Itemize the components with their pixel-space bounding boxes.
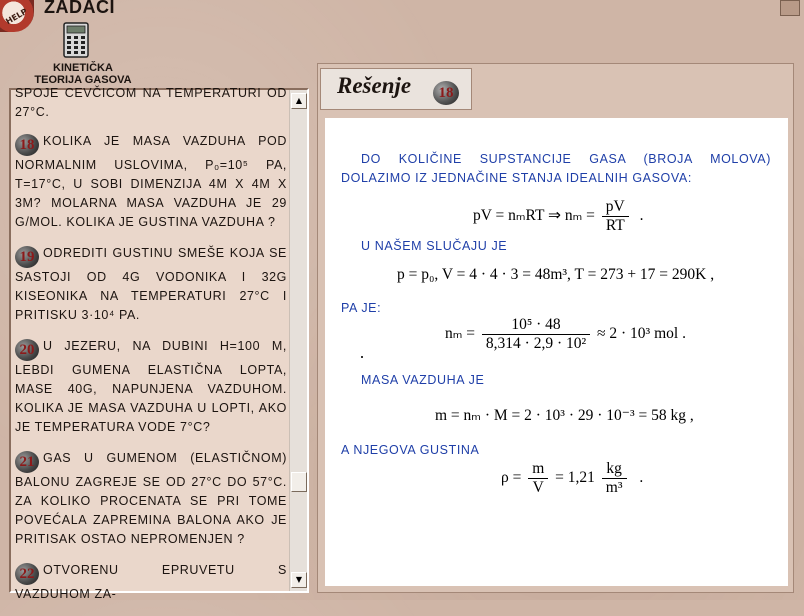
case-text: U NAŠEM SLUČAJU JE — [361, 239, 508, 253]
section-title: ZADACI — [44, 0, 115, 17]
density-text: A NJEGOVA GUSTINA — [341, 443, 480, 457]
problem-list — [15, 84, 287, 616]
intro-text: DO KOLIČINE SUPSTANCIJE GASA (BROJA MOLOVA) DOLAZIMO IZ JEDNAČINE STANJA IDEALNIH GASOVA: — [341, 152, 771, 185]
vertical-scrollbar[interactable] — [289, 90, 307, 591]
problem-item[interactable]: 20 U JEZERU, NA DUBINI H=100 M, LEBDI GUMENA ELASTIČNA LOPTA, MASE 40G, NAPUNJENA VAZDUHOM. KOLIKA JE MASA VAZDUHA U LOPTI, AKO JE TEMPERATURA VODE 7°C? — [15, 339, 287, 434]
calculator-icon[interactable] — [62, 22, 90, 58]
problem-number-badge: 21 — [15, 451, 39, 473]
solution-sheet — [325, 118, 788, 586]
scroll-down-button[interactable]: ▼ — [291, 572, 307, 588]
problem-item[interactable]: 18 KOLIKA JE MASA VAZDUHA POD NORMALNIM USLOVIMA, P₀=10⁵ PA, T=17°C, U SOBI DIMENZIJA 4M X 4M X 3M? MOLARNA MASA VAZDUHA JE 29 G/MOL. KOLIKA JE GUSTINA VAZDUHA ? — [15, 134, 287, 229]
solution-header — [320, 68, 472, 110]
problem-number-badge: 18 — [15, 134, 39, 156]
pa-je-text: PA JE: — [341, 301, 382, 315]
problem-item[interactable]: 21 GAS U GUMENOM (ELASTIČNOM) BALONU ZAGREJE SE OD 27°C DO 57°C. ZA KOLIKO PROCENATA SE PRI TOME POVEĆALA ZAPREMINA BALONA AKO JE PRITISAK OSTAO NEPROMENJEN ? — [15, 451, 287, 546]
stray-dot — [361, 356, 363, 358]
clipped-problem-text: SPOJE CEVČICOM NA TEMPERATURI OD 27°C. — [15, 86, 287, 119]
scroll-thumb[interactable] — [291, 472, 307, 492]
problem-number-badge: 20 — [15, 339, 39, 361]
formula-mass: m = nₘ · M = 2 · 10³ · 29 · 10⁻³ = 58 kg , — [435, 407, 694, 424]
window-corner-button[interactable] — [780, 0, 800, 16]
problem-item[interactable]: 22 OTVORENU EPRUVETU S VAZDUHOM ZA- — [15, 563, 287, 601]
formula-density: ρ = $\frac{m}{V}$ = 1,21 $\frac{kg}{\text{m³}}$ . — [501, 460, 644, 496]
formula-values: p = p₀, V = 4 · 4 · 3 = 48m³, T = 273 + 17 = 290K , — [397, 266, 715, 283]
app-title: KINETIČKA TEORIJA GASOVA — [34, 62, 132, 86]
problem-number-badge: 19 — [15, 246, 39, 268]
help-button[interactable]: HELP — [0, 0, 34, 32]
mass-text: MASA VAZDUHA JE — [361, 373, 485, 387]
scroll-up-button[interactable]: ▲ — [291, 93, 307, 109]
problem-number-badge: 22 — [15, 563, 39, 585]
solution-title: Rešenje — [337, 73, 412, 98]
solution-number-badge: 18 — [433, 81, 459, 105]
formula-ideal-gas: pV = nₘRT ⇒ nₘ = $\frac{pV}{RT}$ . — [473, 198, 644, 234]
problem-list-panel — [9, 86, 309, 601]
problem-item[interactable]: 19 ODREDITI GUSTINU SMEŠE KOJA SE SASTOJI OD 4G VODONIKA I 32G KISEONIKA NA TEMPERATURI 27°C I PRITISKU 3·10⁴ PA. — [15, 246, 287, 322]
formula-moles: nₘ = $\frac{\text{10⁵ · 48}}{\text{8,314 · 2,9 · 10²}}$ ≈ 2 · 10³ mol . — [445, 316, 686, 352]
